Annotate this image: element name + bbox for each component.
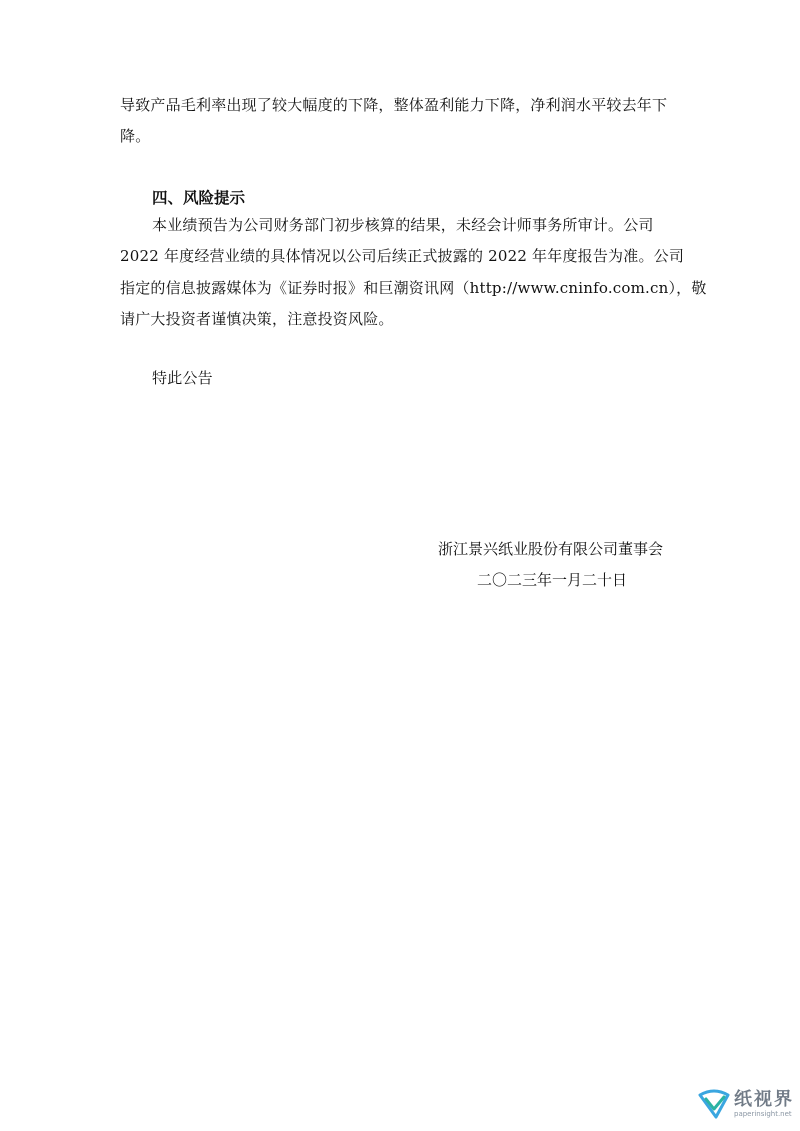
closing-text: 特此公告 [152, 369, 213, 387]
paperinsight-logo-icon [696, 1085, 732, 1121]
paragraph-line: 导致产品毛利率出现了较大幅度的下降，整体盈利能力下降，净利润水平较去年下 [120, 96, 668, 114]
watermark-site: paperinsight.net [734, 1110, 792, 1118]
signature-company: 浙江景兴纸业股份有限公司董事会 [438, 540, 664, 558]
watermark-logo [694, 1083, 794, 1125]
paragraph-line: 指定的信息披露媒体为《证券时报》和巨潮资讯网（http://www.cninfo.com.cn），敬 [120, 279, 707, 297]
section-heading: 四、风险提示 [152, 189, 246, 207]
paragraph-line: 请广大投资者谨慎决策，注意投资风险。 [120, 310, 394, 328]
signature-date: 二〇二三年一月二十日 [477, 571, 628, 589]
paragraph-line: 降。 [120, 127, 151, 145]
paragraph-line: 本业绩预告为公司财务部门初步核算的结果，未经会计师事务所审计。公司 [152, 216, 654, 234]
watermark-brand: 纸视界 [734, 1089, 794, 1110]
paragraph-line: 2022 年度经营业绩的具体情况以公司后续正式披露的 2022 年年度报告为准。公司 [120, 247, 685, 265]
